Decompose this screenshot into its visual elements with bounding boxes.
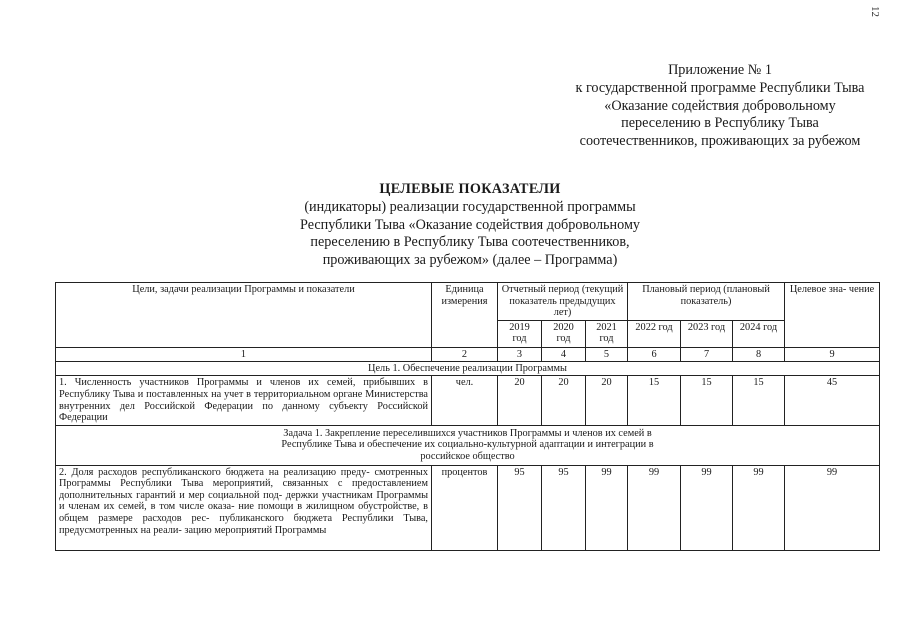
appendix-line: соотечественников, проживающих за рубежом — [579, 133, 861, 150]
header-year: 2024 год — [733, 320, 785, 347]
header-year: 2019 год — [498, 320, 542, 347]
header-year: 2023 год — [681, 320, 733, 347]
indicator-value: 15 — [681, 376, 733, 425]
indicator-name: 1. Численность участников Программы и членов их семей, прибывших в Республику Тыва и поставленных на учет в территориальном органе Министерства внутренних дел Российской Федерации по данному субъекту Российской Федерации — [56, 376, 432, 425]
column-number: 5 — [586, 347, 628, 361]
indicator-name: 2. Доля расходов республиканского бюджета на реализацию преду- смотренных Программы Республики Тыва мероприятий, связанных с предоставлением дополнительных гарантий и мер социальной под- держки участникам Программы и членам их семей, в том числе оказа- ние помощи в жилищном обустройстве, в общем размере расходов рес- публиканского бюджета Республики Тыва, предусмотренных на реали- зацию мероприятий Программы — [56, 465, 432, 550]
goal-row — [56, 361, 880, 376]
column-number: 2 — [432, 347, 498, 361]
title-line: проживающих за рубежом» (далее – Программа) — [322, 252, 618, 269]
indicator-value: 15 — [628, 376, 681, 425]
column-number: 8 — [733, 347, 785, 361]
header-reporting-period: Отчетный период (текущий показатель предыдущих лет) — [498, 283, 628, 321]
indicator-value: 95 — [542, 465, 586, 550]
indicator-value: 15 — [733, 376, 785, 425]
table-row — [56, 465, 880, 550]
column-number: 3 — [498, 347, 542, 361]
header-year: 2020 год — [542, 320, 586, 347]
indicator-value: 20 — [542, 376, 586, 425]
header-target: Целевое зна- чение — [785, 283, 880, 348]
column-number: 9 — [785, 347, 880, 361]
header-year: 2022 год — [628, 320, 681, 347]
goal-1-heading: Цель 1. Обеспечение реализации Программы — [56, 361, 880, 376]
appendix-line: переселению в Республику Тыва — [621, 115, 819, 132]
appendix-line: к государственной программе Республики Тыва — [575, 79, 865, 96]
indicator-value: 99 — [586, 465, 628, 550]
appendix-line: Приложение № 1 — [668, 62, 772, 78]
column-number-row — [56, 347, 880, 361]
table-row — [56, 376, 880, 425]
task-1-heading: Задача 1. Закрепление переселившихся участников Программы и членов их семей в Республике Тыва и обеспечение их социально-культурной адаптации и интеграции в российское общество — [56, 425, 880, 465]
document-title — [200, 181, 740, 270]
appendix-header — [540, 62, 900, 151]
indicator-unit: чел. — [432, 376, 498, 425]
indicator-value: 20 — [498, 376, 542, 425]
column-number: 4 — [542, 347, 586, 361]
header-row — [56, 283, 880, 321]
indicator-value: 99 — [628, 465, 681, 550]
header-unit: Единица измерения — [432, 283, 498, 348]
column-number: 1 — [56, 347, 432, 361]
indicator-unit: процентов — [432, 465, 498, 550]
column-number: 6 — [628, 347, 681, 361]
indicator-value: 95 — [498, 465, 542, 550]
page-marker: 12 — [869, 6, 881, 17]
title-line: Республики Тыва «Оказание содействия добровольному — [299, 216, 641, 233]
title-line: (индикаторы) реализации государственной программы — [304, 198, 636, 215]
header-year: 2021 год — [586, 320, 628, 347]
indicator-value: 99 — [733, 465, 785, 550]
indicator-value: 20 — [586, 376, 628, 425]
header-planned-period: Плановый период (плановый показатель) — [628, 283, 785, 321]
title-line: переселению в Республику Тыва соотечественников, — [310, 234, 630, 251]
indicator-value: 99 — [681, 465, 733, 550]
indicator-target-value: 99 — [785, 465, 880, 550]
appendix-line: «Оказание содействия добровольному — [604, 97, 836, 114]
header-goals: Цели, задачи реализации Программы и показатели — [56, 283, 432, 348]
indicators-table — [55, 282, 880, 551]
indicator-target-value: 45 — [785, 376, 880, 425]
task-row — [56, 425, 880, 465]
column-number: 7 — [681, 347, 733, 361]
title-main: ЦЕЛЕВЫЕ ПОКАЗАТЕЛИ — [379, 181, 561, 197]
